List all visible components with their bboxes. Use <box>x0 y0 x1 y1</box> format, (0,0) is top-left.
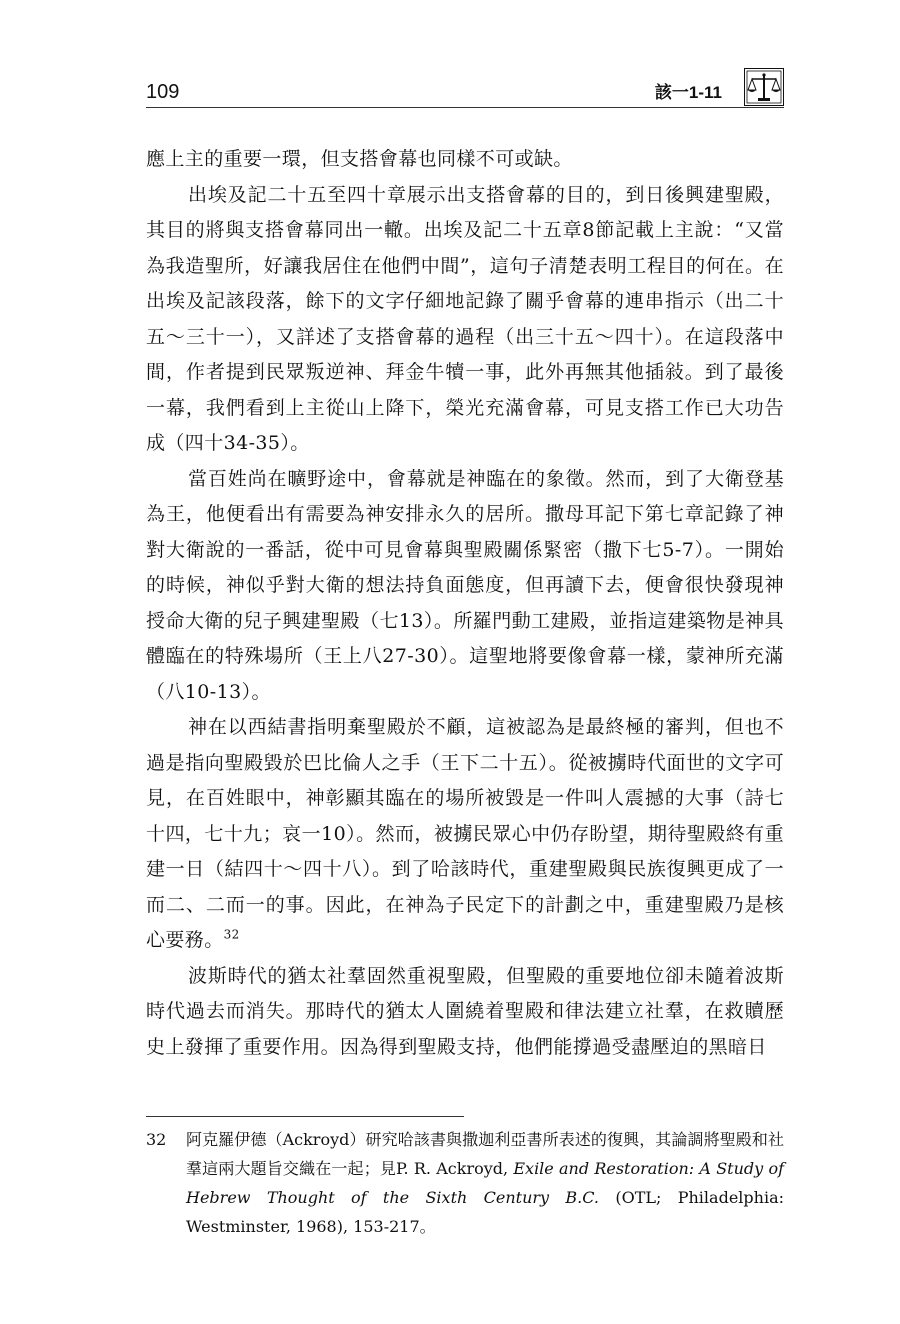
header-rule <box>146 107 784 108</box>
footnote-reference[interactable]: 32 <box>223 927 240 942</box>
running-head: 該一1-11 <box>654 83 722 102</box>
footnote-text <box>186 1125 784 1241</box>
paragraph: 出埃及記二十五至四十章展示出支搭會幕的目的，到日後興建聖殿，其目的將與支搭會幕同出一轍。出埃及記二十五章8節記載上主說：“又當為我造聖所，好讓我居住在他們中間”，這句子清楚表明工程目的何在。在出埃及記該段落，餘下的文字仔細地記錄了關乎會幕的連串指示（出二十五～三十一），又詳述了支搭會幕的過程（出三十五～四十）。在這段落中間，作者提到民眾叛逆神、拜金牛犢一事，此外再無其他插敍。到了最後一幕，我們看到上主從山上降下，榮光充滿會幕，可見支搭工作已大功告成（四十34-35）。 <box>146 183 784 454</box>
footnote-text-after: (OTL; Philadelphia: Westminster, 1968), 153-217。 <box>186 1188 784 1236</box>
page-header <box>146 68 784 108</box>
paragraph-with-footnote <box>146 710 784 959</box>
paragraph-text: 神在以西結書指明棄聖殿於不顧，這被認為是最終極的審判，但也不過是指向聖殿毀於巴比倫人之手（王下二十五）。從被擄時代面世的文字可見，在百姓眼中，神彰顯其臨在的場所被毀是一件叫人震撼的大事（詩七十四，七十九；哀一10）。然而，被擄民眾心中仍存盼望，期待聖殿終有重建一日（結四十～四十八）。到了哈該時代，重建聖殿與民族復興更成了一而二、二而一的事。因此，在神為子民定下的計劃之中，重建聖殿乃是核心要務。 <box>146 716 784 951</box>
footnote-number: 32 <box>146 1130 167 1149</box>
footnote-book-title: Exile and Restoration: A Study of Hebrew Thought of the Sixth Century B.C. <box>186 1159 784 1207</box>
scales-of-justice-icon <box>744 68 784 106</box>
paragraph: 波斯時代的猶太社羣固然重視聖殿，但聖殿的重要地位卻未隨着波斯時代過去而消失。那時代的猶太人圍繞着聖殿和律法建立社羣，在救贖歷史上發揮了重要作用。因為得到聖殿支持，他們能撐過受盡壓迫的黑暗日 <box>146 964 784 1058</box>
footnote-rule <box>146 1116 464 1117</box>
paragraph: 應上主的重要一環，但支搭會幕也同樣不可或缺。 <box>146 148 573 170</box>
footnote-text-before: 阿克羅伊德（Ackroyd）研究哈該書與撒迦利亞書所表述的復興，其論調將聖殿和社羣這兩大題旨交織在一起；見P. R. Ackroyd, <box>186 1130 784 1178</box>
page-number: 109 <box>146 81 180 103</box>
body-text <box>146 142 784 1065</box>
paragraph: 當百姓尚在曠野途中，會幕就是神臨在的象徵。然而，到了大衛登基為王，他便看出有需要為神安排永久的居所。撒母耳記下第七章記錄了神對大衛說的一番話，從中可見會幕與聖殿關係緊密（撒下七5-7）。一開始的時候，神似乎對大衛的想法持負面態度，但再讀下去，便會很快發現神授命大衛的兒子興建聖殿（七13）。所羅門動工建殿，並指這建築物是神具體臨在的特殊場所（王上八27-30）。這聖地將要像會幕一樣，蒙神所充滿（八10-13）。 <box>146 467 784 703</box>
footnote <box>146 1125 784 1241</box>
